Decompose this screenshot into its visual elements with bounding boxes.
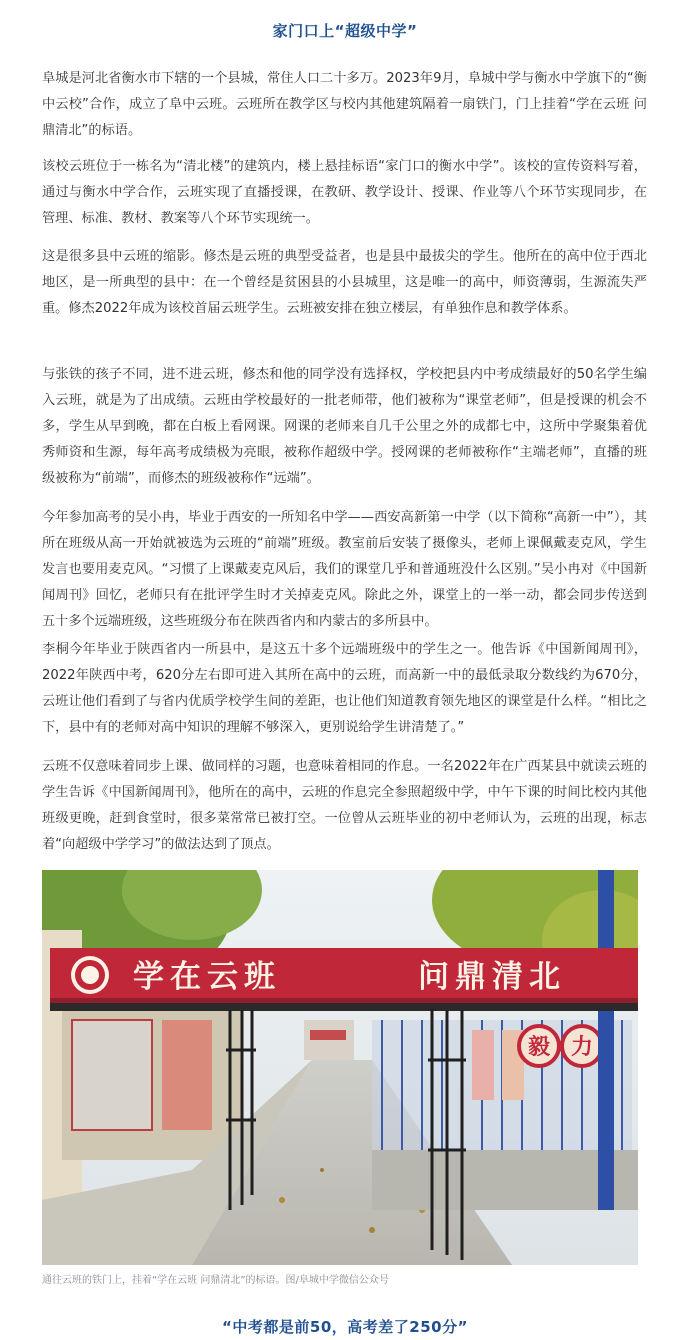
section-heading: 家门口上“超级中学” <box>272 22 418 40</box>
paragraph-5: 今年参加高考的吴小冉，毕业于西安的一所知名中学——西安高新第一中学（以下简称“高新一中”），其所在班级从高一开始就被选为云班的“前端”班级。教室前后安装了摄像头，老师上课佩戴麦克风，学生发言也要用麦克风。“习惯了上课戴麦克风后，我们的课堂几乎和普通班没什么区别。”吴小冉对《中国新闻周刊》回忆，老师只有在批评学生时才关掉麦克风。除此之外，课堂上的一举一动，都会同步传送到五十多个远端班级，这些班级分布在陕西省内和内蒙古的多所县中。 <box>42 510 647 629</box>
sign-yi-text: 毅 <box>527 1034 551 1060</box>
paragraph-7: 云班不仅意味着同步上课、做同样的习题，也意味着相同的作息。一名2022年在广西某县中就读云班的学生告诉《中国新闻周刊》，他所在的高中，云班的作息完全参照超级中学，中午下课的时间比校内其他班级更晚，赶到食堂时，很多菜常常已被打空。一位曾从云班毕业的初中老师认为，云班的出现，标志着“向超级中学学习”的做法达到了顶点。 <box>42 759 647 852</box>
paragraph-6: 李桐今年毕业于陕西省内一所县中，是这五十多个远端班级中的学生之一。他告诉《中国新闻周刊》，2022年陕西中考，620分左右即可进入其所在高中的云班，而高新一中的最低录取分数线约为670分，云班让他们看到了与省内优质学校学生间的差距，也让他们知道教育领先地区的课堂是什么样。“相比之下，县中有的老师对高中知识的理解不够深入，更别说给学生讲清楚了。” <box>42 642 647 735</box>
paragraph-3: 这是很多县中云班的缩影。修杰是云班的典型受益者，也是县中最拔尖的学生。他所在的高中位于西北地区，是一所典型的县中：在一个曾经是贫困县的小县城里，这是唯一的高中，师资薄弱，生源流失严重。修杰2022年成为该校首届云班学生。云班被安排在独立楼层，有单独作息和教学体系。 <box>42 249 647 316</box>
section-heading-next: “中考都是前50，高考差了250分” <box>222 1318 468 1336</box>
gate-photo <box>42 870 638 1265</box>
paragraph-1: 阜城是河北省衡水市下辖的一个县城，常住人口二十多万。2023年9月，阜城中学与衡水中学旗下的“衡中云校”合作，成立了阜中云班。云班所在教学区与校内其他建筑隔着一扇铁门，门上挂着“学在云班 问鼎清北”的标语。 <box>42 71 647 138</box>
photo-caption: 通往云班的铁门上，挂着“学在云班 问鼎清北”的标语。图/阜城中学微信公众号 <box>42 1275 389 1286</box>
paragraph-4: 与张铁的孩子不同，进不进云班，修杰和他的同学没有选择权，学校把县内中考成绩最好的50名学生编入云班，就是为了出成绩。云班由学校最好的一批老师带，他们被称为“课堂老师”，但是授课的机会不多，学生从早到晚，都在白板上看网课。网课的老师来自几千公里之外的成都七中，这所中学聚集着优秀师资和生源，每年高考成绩极为亮眼，被称作超级中学。授网课的老师被称作“主端老师”，直播的班级被称为“前端”，而修杰的班级被称作“远端”。 <box>42 367 647 486</box>
paragraph-2: 该校云班位于一栋名为“清北楼”的建筑内，楼上悬挂标语“家门口的衡水中学”。该校的宣传资料写着，通过与衡水中学合作，云班实现了直播授课，在教研、教学设计、授课、作业等八个环节实现同步，在管理、标准、教材、教案等八个环节实现统一。 <box>42 159 647 226</box>
sign-li-text: 力 <box>570 1034 594 1060</box>
left-gate <box>226 1010 256 1210</box>
blue-pillar <box>598 870 614 1210</box>
gate-illustration <box>42 870 638 1265</box>
banner-left-text: 学在云班 <box>133 959 281 995</box>
banner-right-text: 问鼎清北 <box>418 959 566 995</box>
